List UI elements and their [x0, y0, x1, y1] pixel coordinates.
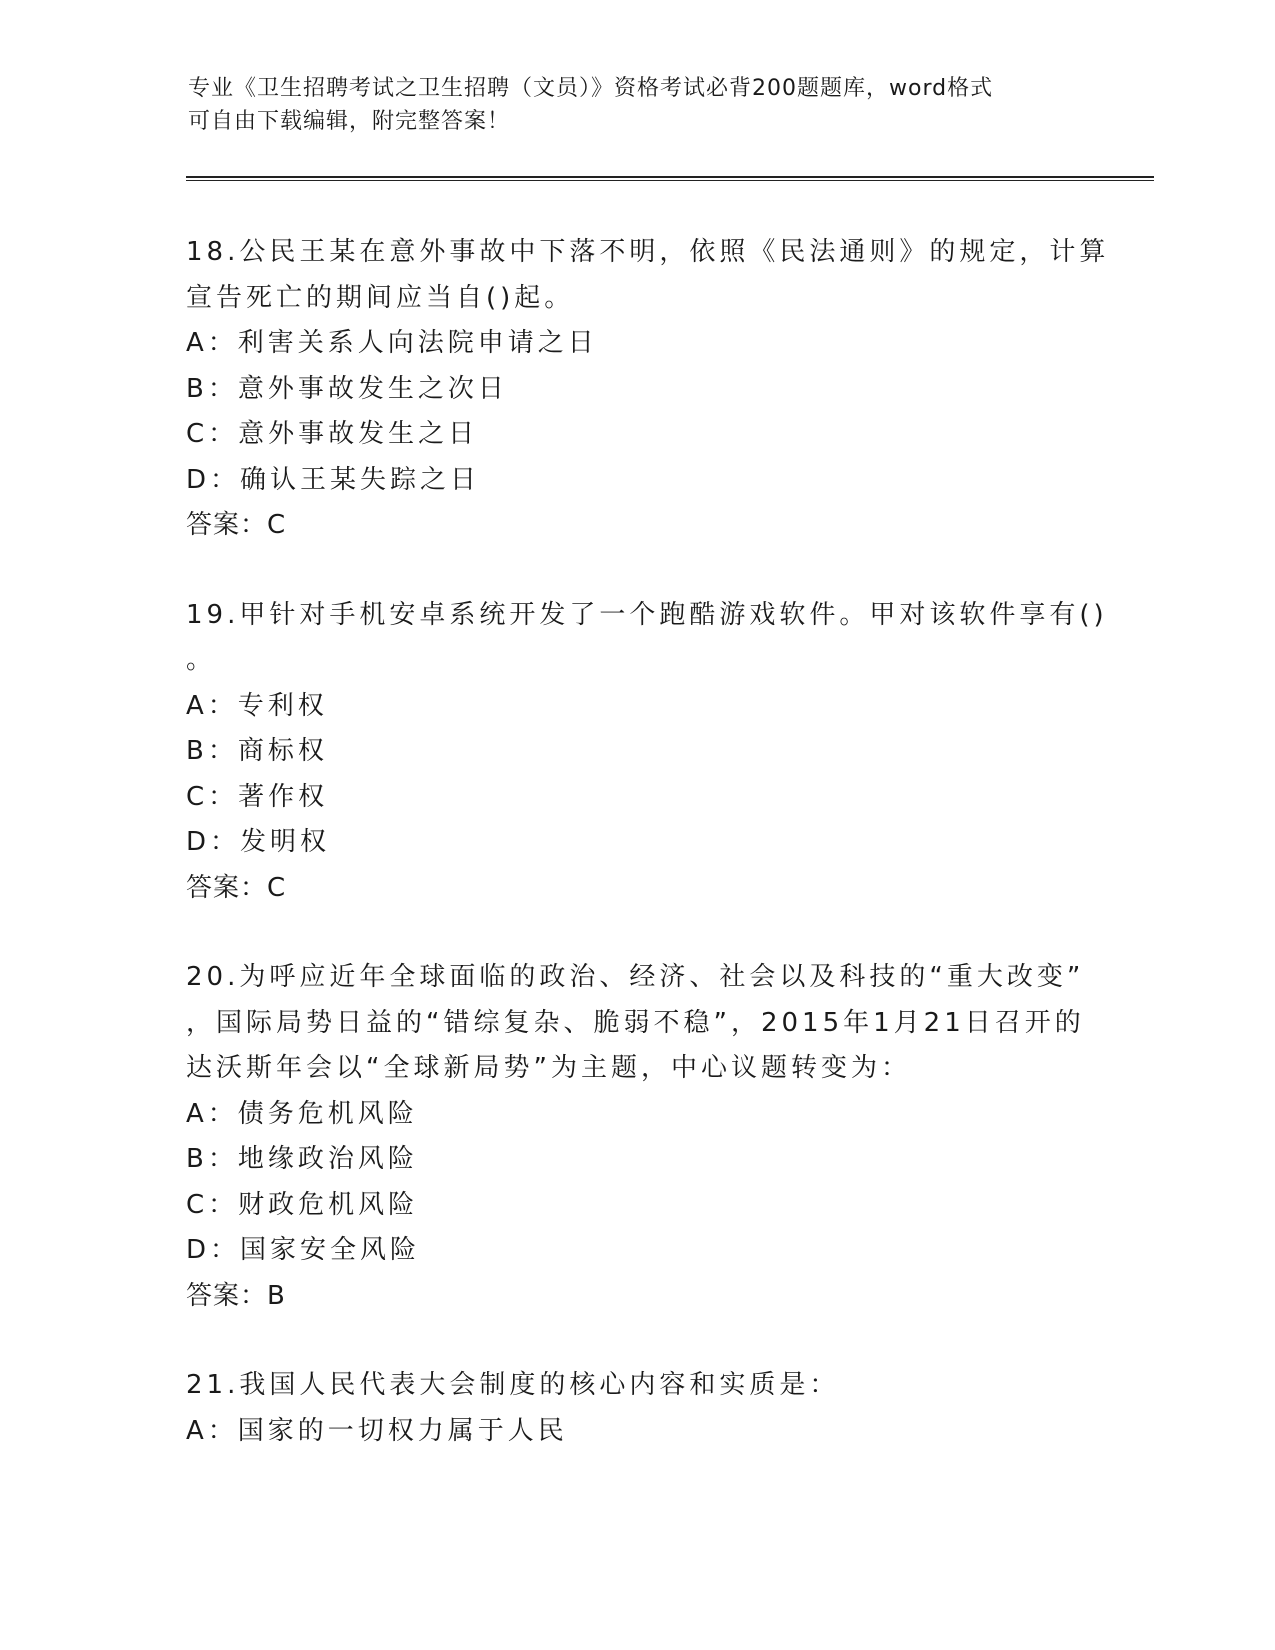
option-d: D：发明权: [186, 827, 331, 857]
header-divider: [186, 176, 1154, 181]
question-list: [186, 230, 1110, 1498]
question-stem: 。: [186, 645, 217, 675]
option-c: C：意外事故发生之日: [186, 419, 479, 449]
question-stem: 19.甲针对手机安卓系统开发了一个跑酷游戏软件。甲对该软件享有(): [186, 599, 1108, 630]
option-b: B：意外事故发生之次日: [186, 373, 508, 404]
answer-text: 答案：C: [186, 872, 287, 903]
question-19: [186, 593, 1108, 912]
question-18: [186, 230, 1110, 549]
document-header: [188, 72, 1088, 138]
answer-text: 答案：B: [186, 1280, 286, 1311]
header-line: 专业《卫生招聘考试之卫生招聘（文员）》资格考试必背200题题库，word格式: [188, 76, 994, 101]
question-stem: 21.我国人民代表大会制度的核心内容和实质是：: [186, 1370, 840, 1400]
question-stem: 18.公民王某在意外事故中下落不明，依照《民法通则》的规定，计算: [186, 237, 1110, 267]
question-stem: 20.为呼应近年全球面临的政治、经济、社会以及科技的“重大改变”: [186, 962, 1085, 992]
option-c: C：著作权: [186, 781, 329, 812]
option-a: A：专利权: [186, 690, 328, 721]
option-a: A：国家的一切权力属于人民: [186, 1415, 568, 1446]
question-stem: 宣告死亡的期间应当自()起。: [186, 282, 575, 313]
answer-text: 答案：C: [186, 510, 287, 540]
option-d: D：确认王某失踪之日: [186, 464, 481, 495]
option-c: C：财政危机风险: [186, 1189, 419, 1220]
option-a: A：利害关系人向法院申请之日: [186, 328, 598, 358]
question-stem: 达沃斯年会以“全球新局势”为主题，中心议题转变为：: [186, 1053, 911, 1083]
option-b: B：地缘政治风险: [186, 1144, 418, 1174]
option-b: B：商标权: [186, 736, 328, 766]
question-20: [186, 955, 1086, 1319]
question-stem: ，国际局势日益的“错综复杂、脆弱不稳”，2015年1月21日召开的: [186, 1007, 1085, 1038]
option-a: A：债务危机风险: [186, 1098, 418, 1129]
question-21: [186, 1363, 1086, 1454]
header-line: 可自由下载编辑，附完整答案！: [188, 109, 511, 134]
option-d: D：国家安全风险: [186, 1235, 421, 1265]
